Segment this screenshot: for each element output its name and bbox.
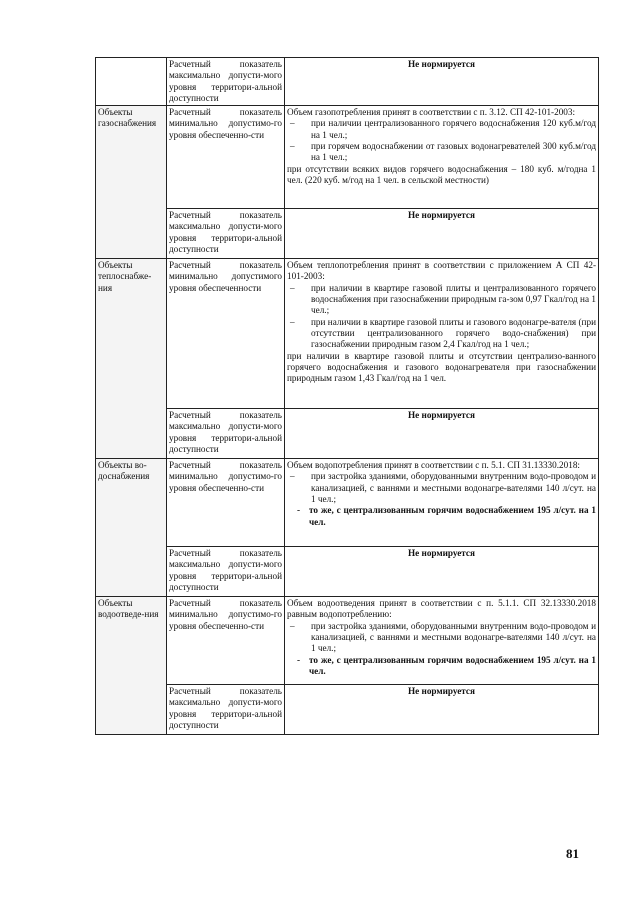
indicator-cell: Расчетный показатель максимально допусти-мого уровня территори-альной доступности xyxy=(167,58,285,106)
table-row xyxy=(96,209,599,259)
value-cell xyxy=(285,597,599,685)
indicator-cell: Расчетный показатель минимально допустимо-го уровня обеспеченно-сти xyxy=(167,106,285,209)
indicator-cell: Расчетный показатель минимально допустимо-го уровня обеспеченно-сти xyxy=(167,459,285,547)
value-cell: Не нормируется xyxy=(285,547,599,597)
value-cell xyxy=(285,259,599,409)
table-row xyxy=(96,106,599,209)
table-row xyxy=(96,597,599,685)
list-item: - то же, с централизованным горячим водоснабжением 195 л/сут. на 1 чел. xyxy=(297,654,596,676)
table-row xyxy=(96,58,599,106)
object-cell-heat: Объекты теплоснабже-ния xyxy=(96,259,167,459)
table-row xyxy=(96,685,599,735)
list-item: – при наличии в квартире газовой плиты и централизованного горячего водоснабжения при газоснабжении природным га-зом 0,97 Гкал/год на 1 чел.; xyxy=(290,282,596,316)
indicator-cell: Расчетный показатель максимально допусти-мого уровня территори-альной доступности xyxy=(167,685,285,735)
value-tail: при наличии в квартире газовой плиты и отсутствии централизо-ванного горячего водоснабжения и газового водонагревателя при газоснабжении природным газом 1,43 Гкал/год на 1 чел. xyxy=(287,350,596,384)
value-intro: Объем водоотведения принят в соответствии с п. 5.1.1. СП 32.13330.2018 равным водопотреблению: xyxy=(287,598,596,620)
page-number: 81 xyxy=(566,846,579,861)
value-intro: Объем теплопотребления принят в соответствии с приложением А СП 42- 101-2003: xyxy=(287,260,596,282)
list-item: – при наличии в квартире газовой плиты и газового водонагре-вателя (при отсутствии централизованного горячего водо-снабжения) при газоснабжении природным газом 2,4 Гкал/год на 1 чел.; xyxy=(290,316,596,350)
object-cell-water: Объекты во-доснабжения xyxy=(96,459,167,597)
object-cell-gas: Объекты газоснабжения xyxy=(96,106,167,259)
list-item: – при наличии централизованного горячего водоснабжения 120 куб.м/год на 1 чел.; xyxy=(290,118,596,140)
value-cell xyxy=(285,459,599,547)
indicator-cell: Расчетный показатель минимально допустимого уровня обеспеченности xyxy=(167,259,285,409)
table-row xyxy=(96,459,599,547)
list-item: – при горячем водоснабжении от газовых водонагревателей 300 куб.м/год на 1 чел.; xyxy=(290,141,596,163)
indicator-cell: Расчетный показатель максимально допусти-мого уровня территори-альной доступности xyxy=(167,547,285,597)
value-cell: Не нормируется xyxy=(285,58,599,106)
table-row xyxy=(96,547,599,597)
indicator-cell: Расчетный показатель максимально допусти-мого уровня территори-альной доступности xyxy=(167,409,285,459)
list-item: – при застройка зданиями, оборудованными внутренним водо-проводом и канализацией, с ваннями и местными водонагре-вателями 140 л/сут. на 1 чел.; xyxy=(290,620,596,654)
value-cell xyxy=(285,106,599,209)
object-cell xyxy=(96,58,167,106)
indicator-cell: Расчетный показатель максимально допусти-мого уровня территори-альной доступности xyxy=(167,209,285,259)
list-item: – при застройка зданиями, оборудованными внутренним водо-проводом и канализацией, с ваннями и местными водонагре-вателями 140 л/сут. на 1 чел.; xyxy=(290,471,596,505)
norms-table xyxy=(95,57,599,735)
value-intro: Объем газопотребления принят в соответствии с п. 3.12. СП 42-101-2003: xyxy=(287,107,576,118)
value-tail: при отсутствии всяких видов горячего водоснабжения – 180 куб. м/годна 1 чел. (220 куб. м/год на 1 чел. в сельской местности) xyxy=(287,163,596,185)
value-cell: Не нормируется xyxy=(285,409,599,459)
list-item: - то же, с централизованным горячим водоснабжением 195 л/сут. на 1 чел. xyxy=(297,505,596,527)
object-cell-drain: Объекты водоотведе-ния xyxy=(96,597,167,735)
value-cell: Не нормируется xyxy=(285,209,599,259)
table-row xyxy=(96,409,599,459)
value-intro: Объем водопотребления принят в соответствии с п. 5.1. СП 31.13330.2018: xyxy=(287,460,580,471)
indicator-cell: Расчетный показатель минимально допустимо-го уровня обеспеченно-сти xyxy=(167,597,285,685)
value-cell: Не нормируется xyxy=(285,685,599,735)
table-row xyxy=(96,259,599,409)
